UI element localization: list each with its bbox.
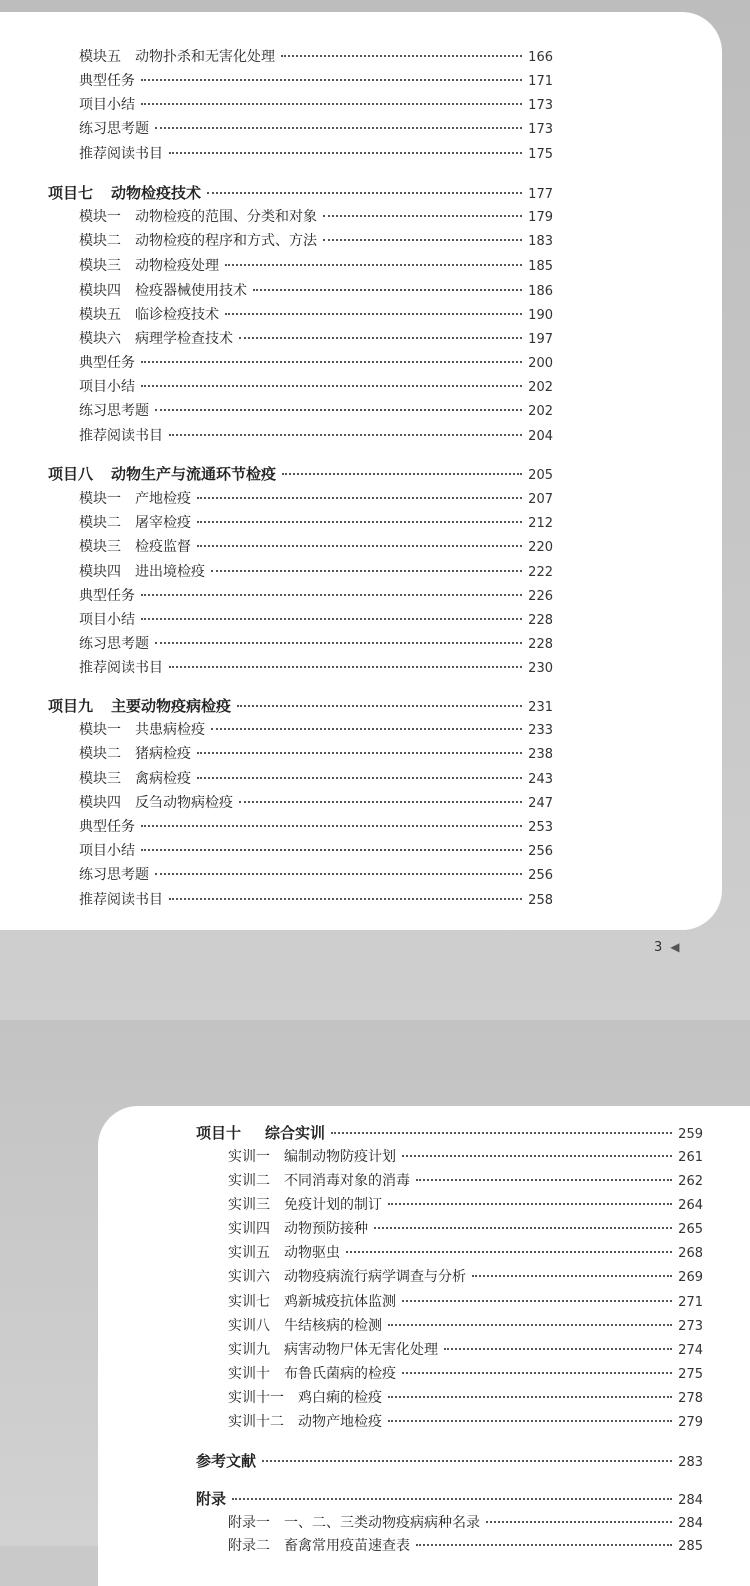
toc-section-entry[interactable] [79,587,553,606]
toc-leader-dots [197,545,522,547]
toc-entry-label [79,330,233,348]
toc-entry-number: 参考文献 [196,1452,257,1470]
toc-entry-label [228,1537,410,1555]
toc-entry-label [79,402,149,420]
toc-leader-dots [141,79,522,81]
toc-leader-dots [141,594,522,596]
toc-entry-label [79,427,163,445]
toc-leader-dots [211,728,522,730]
toc-entry-label [79,891,163,909]
toc-leader-dots [402,1155,672,1157]
toc-entry-number: 实训十二 [228,1414,284,1430]
toc-leader-dots [225,264,522,266]
toc-page-number: 175 [528,147,553,162]
toc-section-entry[interactable] [228,1341,703,1360]
toc-entry-number: 附录 [196,1490,227,1508]
toc-entry-label [79,770,191,788]
toc-page-number: 166 [528,50,553,65]
toc-entry-label [79,96,135,114]
toc-entry-label [79,208,317,226]
toc-entry-title: 猪病检疫 [135,746,191,762]
toc-entry-label [79,257,219,275]
toc-page-number: 253 [528,820,553,835]
toc-page-number: 183 [528,234,553,249]
toc-leader-dots [444,1348,672,1350]
toc-section-entry[interactable] [79,563,553,582]
toc-entry-label [228,1268,466,1286]
toc-entry-number: 模块四 [79,564,121,580]
toc-entry-label [196,1124,325,1142]
toc-section-entry[interactable] [79,96,553,115]
toc-entry-number: 模块二 [79,746,121,762]
toc-leader-dots [237,705,522,707]
toc-entry-number: 项目十 [196,1124,242,1142]
toc-leader-dots [388,1396,672,1398]
toc-entry-number: 实训十一 [228,1390,284,1406]
toc-entry-number: 模块三 [79,539,121,555]
toc-entry-number: 练习思考题 [79,867,149,883]
toc-chapter-entry[interactable] [196,1124,703,1144]
toc-section-entry[interactable] [79,490,553,509]
toc-leader-dots [374,1227,672,1229]
toc-entry-number: 实训三 [228,1197,270,1213]
toc-leader-dots [281,55,522,57]
toc-entry-number: 项目小结 [79,612,135,628]
toc-entry-number: 实训八 [228,1318,270,1334]
toc-entry-title: 屠宰检疫 [135,515,191,531]
toc-entry-number: 模块一 [79,491,121,507]
toc-entry-number: 实训五 [228,1245,270,1261]
toc-section-entry[interactable] [79,354,553,373]
toc-leader-dots [402,1372,672,1374]
toc-leader-dots [169,434,522,436]
toc-page-number: 222 [528,565,553,580]
toc-entry-number: 模块一 [79,722,121,738]
toc-entry-label [79,635,149,653]
toc-leader-dots [331,1132,672,1134]
toc-entry-title: 布鲁氏菌病的检疫 [284,1366,396,1382]
toc-entry-title: 检疫器械使用技术 [135,283,247,299]
toc-entry-label [79,563,205,581]
toc-entry-title: 共患病检疫 [135,722,205,738]
toc-entry-label [79,842,135,860]
toc-entry-number: 模块四 [79,283,121,299]
toc-section-entry[interactable] [228,1148,703,1167]
toc-entry-number: 实训四 [228,1221,270,1237]
toc-section-entry[interactable] [228,1268,703,1287]
toc-page-number: 273 [678,1319,703,1334]
toc-entry-title: 检疫监督 [135,539,191,555]
toc-section-entry[interactable] [228,1514,703,1533]
toc-leader-dots [416,1179,672,1181]
toc-page-number: 256 [528,844,553,859]
toc-leader-dots [232,1498,672,1500]
toc-section-entry[interactable] [79,282,553,301]
toc-section-entry[interactable] [79,330,553,349]
toc-entry-number: 项目八 [48,465,94,483]
toc-entry-number: 项目小结 [79,97,135,113]
toc-leader-dots [402,1300,672,1302]
toc-entry-title: 动物产地检疫 [298,1414,382,1430]
toc-entry-label [79,72,135,90]
toc-entry-number: 项目小结 [79,843,135,859]
toc-entry-number: 典型任务 [79,819,135,835]
toc-page-number: 285 [678,1539,703,1554]
toc-page-number: 265 [678,1222,703,1237]
toc-entry-title: 动物检疫的程序和方式、方法 [135,233,317,249]
toc-leader-dots [141,849,522,851]
toc-leader-dots [225,313,522,315]
toc-section-entry[interactable] [79,145,553,164]
toc-entry-label [79,745,191,763]
toc-section-entry[interactable] [79,538,553,557]
toc-entry-number: 模块三 [79,258,121,274]
toc-entry-label [79,232,317,250]
toc-chapter-entry[interactable] [196,1452,703,1472]
toc-entry-label [228,1341,438,1359]
toc-page-number: 243 [528,772,553,787]
toc-entry-number: 推荐阅读书目 [79,660,163,676]
toc-section-entry[interactable] [79,378,553,397]
toc-section-entry[interactable] [79,72,553,91]
toc-page-number: 262 [678,1174,703,1189]
toc-page-number: 179 [528,210,553,225]
toc-entry-label [79,120,149,138]
toc-entry-label [79,282,247,300]
toc-entry-number: 练习思考题 [79,121,149,137]
toc-entry-label [228,1172,410,1190]
toc-leader-dots [346,1251,672,1253]
toc-page-number: 177 [528,187,553,202]
toc-entry-number: 模块六 [79,331,121,347]
toc-entry-title: 动物扑杀和无害化处理 [135,49,275,65]
toc-leader-dots [239,801,522,803]
toc-entry-label [79,587,135,605]
toc-entry-label [79,866,149,884]
toc-section-entry[interactable] [228,1244,703,1263]
toc-section-entry[interactable] [79,402,553,421]
toc-leader-dots [486,1521,672,1523]
toc-entry-label [79,48,275,66]
toc-entry-label [79,354,135,372]
toc-leader-dots [169,152,522,154]
toc-chapter-entry[interactable] [48,465,553,485]
toc-section-entry[interactable] [79,611,553,630]
toc-page-number: 264 [678,1198,703,1213]
toc-section-entry[interactable] [228,1317,703,1336]
toc-entry-title: 反刍动物病检疫 [135,795,233,811]
toc-entry-label [228,1317,382,1335]
toc-leader-dots [253,289,522,291]
toc-entry-title: 动物预防接种 [284,1221,368,1237]
toc-page-number: 190 [528,308,553,323]
toc-entry-number: 实训二 [228,1173,270,1189]
toc-page-number: 186 [528,284,553,299]
toc-page-number: 284 [678,1516,703,1531]
toc-page-number: 284 [678,1493,703,1508]
toc-leader-dots [141,385,522,387]
toc-entry-number: 典型任务 [79,73,135,89]
toc-entry-label [79,378,135,396]
toc-section-entry[interactable] [228,1389,703,1408]
toc-entry-number: 实训十 [228,1366,270,1382]
toc-page-number: 220 [528,540,553,555]
toc-section-entry[interactable] [79,891,553,910]
toc-entry-number: 典型任务 [79,588,135,604]
toc-section-entry[interactable] [228,1196,703,1215]
toc-entry-title: 动物检疫技术 [111,184,202,202]
toc-leader-dots [155,873,522,875]
toc-leader-dots [323,239,522,241]
toc-entry-label [228,1220,368,1238]
toc-leader-dots [197,497,522,499]
toc-entry-number: 项目小结 [79,379,135,395]
toc-entry-title: 动物疫病流行病学调查与分析 [284,1269,466,1285]
toc-entry-label [228,1413,382,1431]
toc-section-entry[interactable] [79,257,553,276]
toc-leader-dots [141,618,522,620]
toc-entry-label [79,306,219,324]
toc-page-number: 238 [528,747,553,762]
toc-page-number: 233 [528,723,553,738]
toc-leader-dots [388,1324,672,1326]
toc-page-number: 200 [528,356,553,371]
toc-page-number: 204 [528,429,553,444]
toc-entry-number: 模块五 [79,49,121,65]
toc-page-number: 230 [528,661,553,676]
toc-section-entry[interactable] [79,770,553,789]
toc-page-number: 256 [528,868,553,883]
toc-entry-number: 项目七 [48,184,94,202]
toc-entry-label [196,1490,226,1508]
toc-entry-label [196,1452,256,1470]
toc-leader-dots [282,473,522,475]
toc-entry-label [79,818,135,836]
toc-leader-dots [155,127,522,129]
toc-entry-number: 附录一 [228,1515,270,1531]
toc-page-number: 275 [678,1367,703,1382]
toc-page-number: 231 [528,700,553,715]
toc-entry-number: 实训九 [228,1342,270,1358]
toc-entry-title: 免疫计划的制订 [284,1197,382,1213]
toc-leader-dots [207,192,522,194]
toc-entry-label [79,659,163,677]
toc-entry-title: 进出境检疫 [135,564,205,580]
toc-page-number: 205 [528,468,553,483]
toc-entry-title: 产地检疫 [135,491,191,507]
toc-entry-number: 典型任务 [79,355,135,371]
page-corner-arrow-icon: ◀ [670,940,680,954]
toc-leader-dots [472,1275,672,1277]
toc-chapter-entry[interactable] [48,184,553,204]
toc-entry-title: 禽病检疫 [135,771,191,787]
toc-entry-number: 实训六 [228,1269,270,1285]
toc-entry-number: 模块四 [79,795,121,811]
toc-page-number: 247 [528,796,553,811]
toc-section-entry[interactable] [228,1172,703,1191]
toc-leader-dots [197,777,522,779]
toc-page-number: 268 [678,1246,703,1261]
toc-entry-label [228,1244,340,1262]
toc-page-number: 197 [528,332,553,347]
toc-entry-title: 一、二、三类动物疫病病种名录 [284,1515,480,1531]
toc-page-number: 271 [678,1295,703,1310]
toc-leader-dots [141,361,522,363]
toc-page-number: 171 [528,74,553,89]
toc-leader-dots [197,521,522,523]
toc-entry-number: 附录二 [228,1538,270,1554]
toc-entry-title: 不同消毒对象的消毒 [284,1173,410,1189]
toc-section-entry[interactable] [228,1293,703,1312]
toc-leader-dots [197,752,522,754]
toc-entry-label [79,490,191,508]
toc-leader-dots [388,1420,672,1422]
toc-page-number: 173 [528,98,553,113]
toc-entry-label [228,1148,396,1166]
toc-section-entry[interactable] [79,514,553,533]
toc-page-number: 274 [678,1343,703,1358]
toc-page-number: 261 [678,1150,703,1165]
toc-entry-label [79,145,163,163]
toc-section-entry[interactable] [79,120,553,139]
toc-chapter-entry[interactable] [48,697,553,717]
toc-section-entry[interactable] [79,306,553,325]
toc-page-number: 259 [678,1127,703,1142]
page-number: 3 ◀ [654,940,680,955]
toc-entry-title: 牛结核病的检测 [284,1318,382,1334]
toc-entry-number: 推荐阅读书目 [79,428,163,444]
toc-entry-title: 病害动物尸体无害化处理 [284,1342,438,1358]
toc-leader-dots [262,1460,672,1462]
toc-leader-dots [239,337,522,339]
toc-page-number: 228 [528,613,553,628]
toc-entry-label [79,611,135,629]
toc-section-entry[interactable] [79,818,553,837]
toc-entry-title: 动物驱虫 [284,1245,340,1261]
toc-page-number: 269 [678,1270,703,1285]
toc-entry-number: 模块五 [79,307,121,323]
toc-page-number: 279 [678,1415,703,1430]
toc-page-number: 202 [528,380,553,395]
toc-entry-title: 主要动物疫病检疫 [111,697,232,715]
toc-entry-label [228,1293,396,1311]
toc-entry-number: 模块三 [79,771,121,787]
toc-entry-number: 练习思考题 [79,403,149,419]
toc-page-number: 283 [678,1455,703,1470]
toc-entry-label [48,184,201,202]
toc-entry-label [79,721,205,739]
toc-page-number: 202 [528,404,553,419]
toc-entry-title: 动物检疫处理 [135,258,219,274]
toc-entry-title: 动物生产与流通环节检疫 [111,465,277,483]
toc-page-number: 212 [528,516,553,531]
toc-entry-label [228,1365,396,1383]
toc-entry-title: 畜禽常用疫苗速查表 [284,1538,410,1554]
toc-section-entry[interactable] [79,721,553,740]
toc-section-entry[interactable] [79,659,553,678]
toc-entry-title: 临诊检疫技术 [135,307,219,323]
toc-chapter-entry[interactable] [196,1490,703,1510]
toc-entry-title: 鸡新城疫抗体监测 [284,1294,396,1310]
toc-entry-title: 综合实训 [265,1124,326,1142]
toc-entry-label [79,514,191,532]
toc-page-number: 173 [528,122,553,137]
toc-entry-number: 推荐阅读书目 [79,146,163,162]
toc-section-entry[interactable] [79,427,553,446]
toc-entry-number: 模块二 [79,515,121,531]
toc-page-number: 207 [528,492,553,507]
toc-page-number: 185 [528,259,553,274]
toc-leader-dots [155,642,522,644]
toc-section-entry[interactable] [228,1220,703,1239]
toc-leader-dots [388,1203,672,1205]
toc-section-entry[interactable] [79,635,553,654]
toc-entry-label [228,1514,480,1532]
toc-section-entry[interactable] [228,1537,703,1556]
toc-leader-dots [141,825,522,827]
toc-entry-number: 项目九 [48,697,94,715]
toc-section-entry[interactable] [79,866,553,885]
toc-entry-label [48,697,231,715]
toc-section-entry[interactable] [79,48,553,67]
toc-section-entry[interactable] [228,1365,703,1384]
toc-leader-dots [211,570,522,572]
toc-leader-dots [169,898,522,900]
toc-page-number: 228 [528,637,553,652]
toc-entry-number: 推荐阅读书目 [79,892,163,908]
toc-section-entry[interactable] [79,794,553,813]
toc-leader-dots [323,215,522,217]
toc-entry-title: 动物检疫的范围、分类和对象 [135,209,317,225]
toc-entry-number: 实训一 [228,1149,270,1165]
toc-entry-label [48,465,276,483]
toc-entry-number: 模块二 [79,233,121,249]
toc-section-entry[interactable] [79,232,553,251]
toc-entry-title: 鸡白痢的检疫 [298,1390,382,1406]
toc-entry-label [79,538,191,556]
toc-entry-label [79,794,233,812]
toc-leader-dots [155,409,522,411]
toc-page-number: 258 [528,893,553,908]
toc-entry-number: 模块一 [79,209,121,225]
toc-entry-title: 病理学检查技术 [135,331,233,347]
toc-entry-number: 实训七 [228,1294,270,1310]
toc-entry-label [228,1196,382,1214]
toc-section-entry[interactable] [79,745,553,764]
toc-entry-number: 练习思考题 [79,636,149,652]
toc-leader-dots [141,103,522,105]
toc-page-number: 226 [528,589,553,604]
toc-page-number: 278 [678,1391,703,1406]
toc-section-entry[interactable] [79,842,553,861]
toc-leader-dots [169,666,522,668]
toc-section-entry[interactable] [79,208,553,227]
toc-section-entry[interactable] [228,1413,703,1432]
toc-entry-title: 编制动物防疫计划 [284,1149,396,1165]
toc-entry-label [228,1389,382,1407]
